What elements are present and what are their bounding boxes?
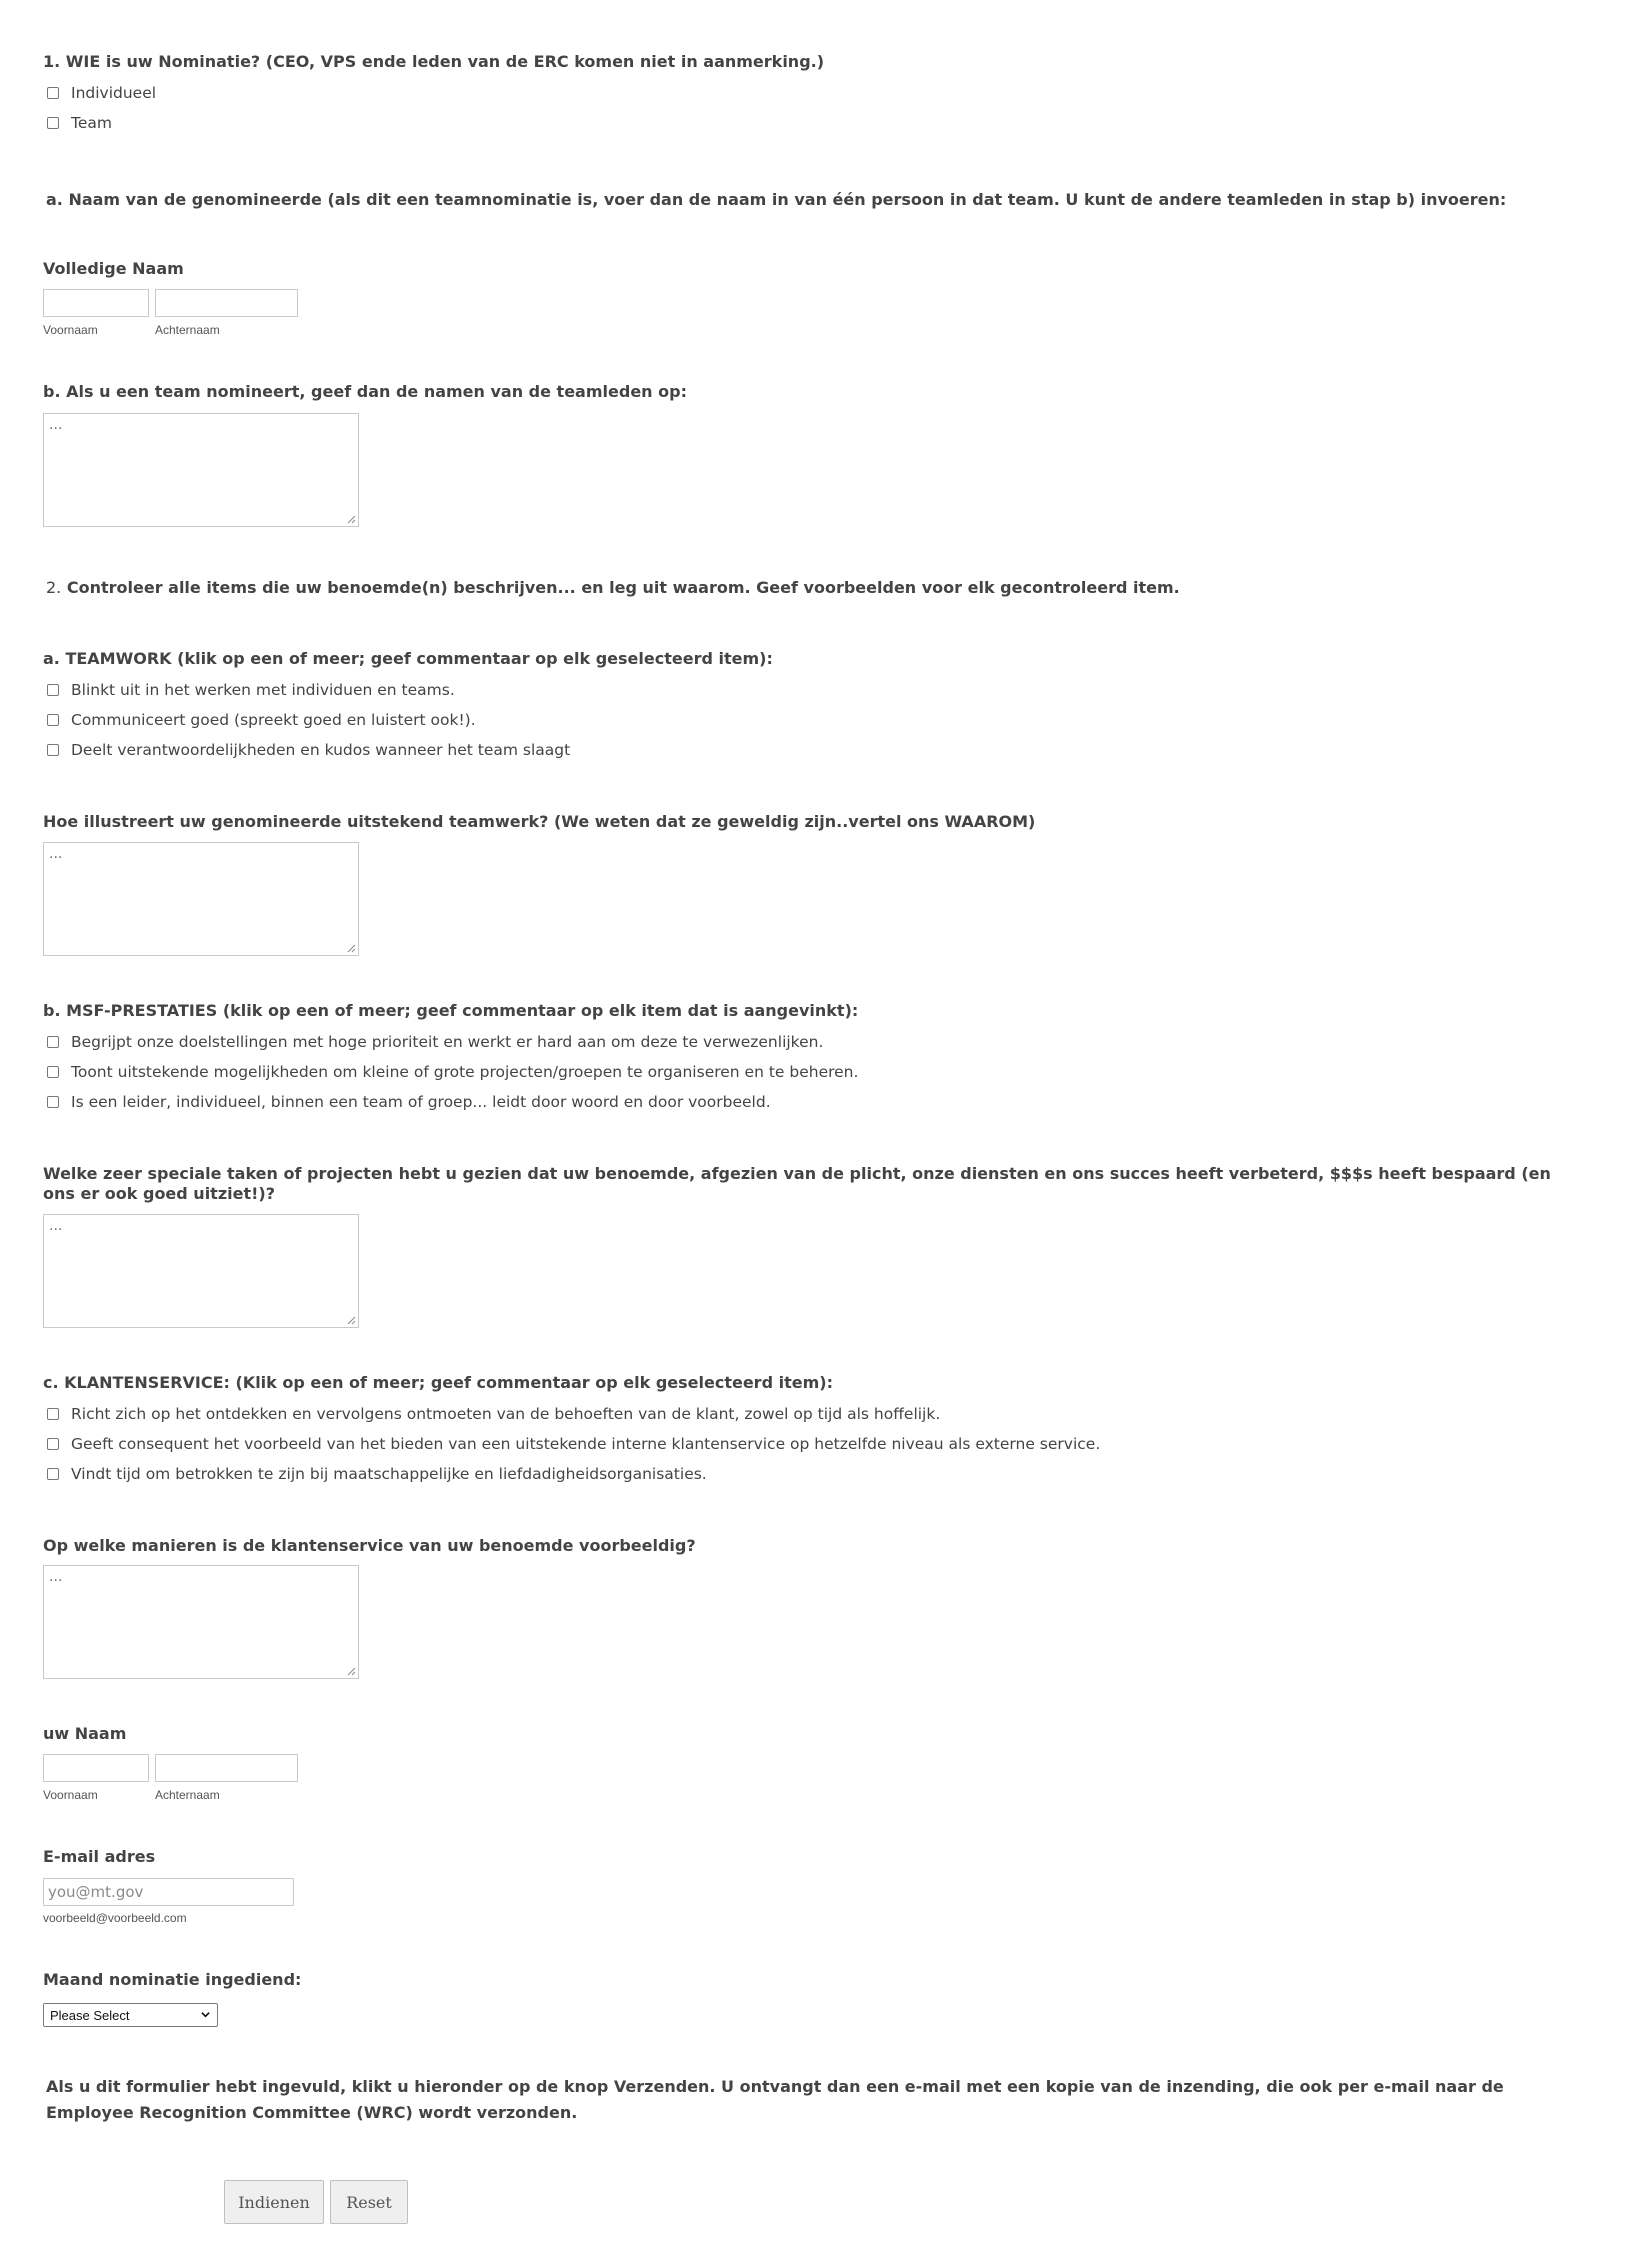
question-2-number: 2. [46, 578, 62, 597]
email-input[interactable] [43, 1878, 294, 1906]
reset-button[interactable]: Reset [330, 2180, 408, 2224]
checkbox-service-2[interactable] [47, 1438, 59, 1450]
question-2-text: Controleer alle items die uw benoemde(n) beschrijven... en leg uit waarom. Geef voorbeelden voor elk gecontroleerd item. [66, 578, 1180, 597]
checkbox-team[interactable] [47, 117, 59, 129]
chevron-down-icon [201, 2010, 210, 2019]
option-service-2-label: Geeft consequent het voorbeeld van het bieden van een uitstekende interne klantenservice op hetzelfde niveau als externe service. [71, 1435, 1101, 1453]
checkbox-msf-2[interactable] [47, 1066, 59, 1078]
month-selected-value: Please Select [50, 2008, 130, 2023]
question-teamwork-explain: Hoe illustreert uw genomineerde uitstekend teamwerk? (We weten dat ze geweldig zijn..vertel ons WAAROM) [43, 812, 1036, 831]
nominee-first-name-input[interactable] [43, 289, 149, 317]
email-sublabel: voorbeeld@voorbeeld.com [43, 1911, 187, 1925]
resize-grip-icon[interactable] [346, 1315, 356, 1325]
question-team-members: b. Als u een team nomineert, geef dan de namen van de teamleden op: [43, 382, 687, 401]
month-label: Maand nominatie ingediend: [43, 1970, 302, 1989]
team-members-placeholder: ... [49, 417, 63, 433]
option-service-3-label: Vindt tijd om betrokken te zijn bij maatschappelijke en liefdadigheidsorganisaties. [71, 1465, 707, 1483]
resize-grip-icon[interactable] [346, 943, 356, 953]
service-explain-placeholder: ... [49, 1569, 63, 1585]
nominee-first-name-sublabel: Voornaam [43, 323, 98, 337]
month-select[interactable] [43, 2003, 218, 2027]
question-nomination-type: 1. WIE is uw Nominatie? (CEO, VPS ende leden van de ERC komen niet in aanmerking.) [43, 52, 825, 71]
option-service-1[interactable] [43, 1403, 940, 1425]
checkbox-service-1[interactable] [47, 1408, 59, 1420]
option-teamwork-3-label: Deelt verantwoordelijkheden en kudos wanneer het team slaagt [71, 741, 571, 759]
option-teamwork-2[interactable] [43, 709, 476, 731]
option-msf-2[interactable] [43, 1061, 858, 1083]
submit-button[interactable]: Indienen [224, 2180, 324, 2224]
option-service-1-label: Richt zich op het ontdekken en vervolgens ontmoeten van de behoeften van de klant, zowel op tijd als hoffelijk. [71, 1405, 941, 1423]
option-teamwork-1[interactable] [43, 679, 455, 701]
your-name-label: uw Naam [43, 1724, 127, 1743]
teamwork-explain-textarea[interactable] [43, 842, 359, 956]
resize-grip-icon[interactable] [346, 514, 356, 524]
special-projects-textarea[interactable] [43, 1214, 359, 1328]
question-service-explain: Op welke manieren is de klantenservice van uw benoemde voorbeeldig? [43, 1536, 696, 1555]
nominee-last-name-input[interactable] [155, 289, 298, 317]
checkbox-msf-1[interactable] [47, 1036, 59, 1048]
option-msf-1[interactable] [43, 1031, 823, 1053]
option-msf-2-label: Toont uitstekende mogelijkheden om kleine of grote projecten/groepen te organiseren en te beheren. [71, 1063, 859, 1081]
nominee-name-label: Volledige Naam [43, 259, 184, 278]
checkbox-teamwork-2[interactable] [47, 714, 59, 726]
question-nominee-name-intro: a. Naam van de genomineerde (als dit een teamnominatie is, voer dan de naam in van één persoon in dat team. U kunt de andere teamleden in stap b) invoeren: [46, 190, 1507, 209]
email-placeholder: you@mt.gov [48, 1883, 144, 1901]
option-service-2[interactable] [43, 1433, 1100, 1455]
option-teamwork-3[interactable] [43, 739, 570, 761]
submission-note: Als u dit formulier hebt ingevuld, klikt u hieronder op de knop Verzenden. U ontvangt dan een e-mail met een kopie van de inzending, die ook per e-mail naar de Employee Recognition Committee (WRC) wordt verzonden. [46, 2077, 1504, 2122]
resize-grip-icon[interactable] [346, 1666, 356, 1676]
question-customer-service: c. KLANTENSERVICE: (Klik op een of meer; geef commentaar op elk geselecteerd item): [43, 1373, 833, 1392]
option-individual-label: Individueel [71, 84, 157, 102]
email-label: E-mail adres [43, 1847, 156, 1866]
checkbox-teamwork-1[interactable] [47, 684, 59, 696]
service-explain-textarea[interactable] [43, 1565, 359, 1679]
your-last-name-sublabel: Achternaam [155, 1788, 220, 1802]
option-service-3[interactable] [43, 1463, 707, 1485]
option-individual[interactable] [43, 82, 156, 104]
question-msf-achievements: b. MSF-PRESTATIES (klik op een of meer; geef commentaar op elk item dat is aangevinkt): [43, 1001, 859, 1020]
option-teamwork-1-label: Blinkt uit in het werken met individuen en teams. [71, 681, 455, 699]
question-2-heading [46, 578, 1180, 598]
checkbox-service-3[interactable] [47, 1468, 59, 1480]
your-first-name-input[interactable] [43, 1754, 149, 1782]
question-special-projects: Welke zeer speciale taken of projecten hebt u gezien dat uw benoemde, afgezien van de plicht, onze diensten en ons succes heeft verbeterd, $$$s heeft bespaard (en ons er ook goed uitziet!)? [43, 1164, 1551, 1203]
nominee-last-name-sublabel: Achternaam [155, 323, 220, 337]
checkbox-msf-3[interactable] [47, 1096, 59, 1108]
option-msf-3-label: Is een leider, individueel, binnen een team of groep... leidt door woord en door voorbeeld. [71, 1093, 771, 1111]
special-projects-placeholder: ... [49, 1218, 63, 1234]
your-last-name-input[interactable] [155, 1754, 298, 1782]
option-teamwork-2-label: Communiceert goed (spreekt goed en luistert ook!). [71, 711, 476, 729]
your-first-name-sublabel: Voornaam [43, 1788, 98, 1802]
option-team-label: Team [71, 114, 112, 132]
option-msf-1-label: Begrijpt onze doelstellingen met hoge prioriteit en werkt er hard aan om deze te verwezenlijken. [71, 1033, 824, 1051]
checkbox-individual[interactable] [47, 87, 59, 99]
team-members-textarea[interactable] [43, 413, 359, 527]
option-team[interactable] [43, 112, 112, 134]
option-msf-3[interactable] [43, 1091, 771, 1113]
checkbox-teamwork-3[interactable] [47, 744, 59, 756]
teamwork-explain-placeholder: ... [49, 846, 63, 862]
question-teamwork: a. TEAMWORK (klik op een of meer; geef commentaar op elk geselecteerd item): [43, 649, 773, 668]
